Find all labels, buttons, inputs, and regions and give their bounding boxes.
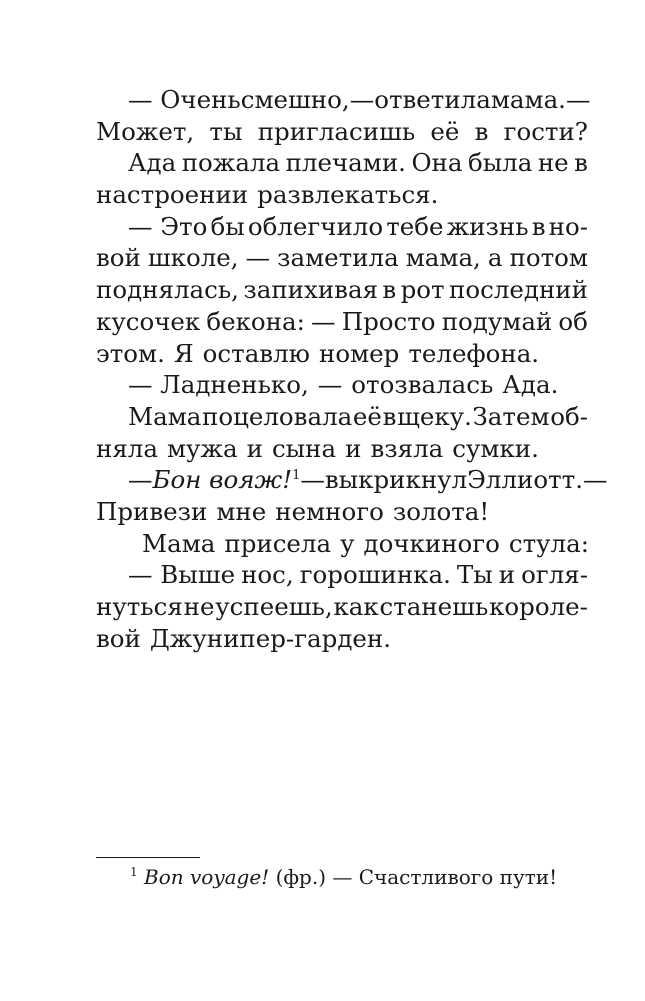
- footnote: [130, 863, 557, 891]
- word: Ада.: [502, 370, 559, 400]
- word: —: [300, 465, 325, 495]
- word: об: [558, 306, 588, 336]
- word: Просто: [341, 306, 436, 336]
- word: няла: [96, 433, 158, 463]
- paragraph: [96, 401, 588, 464]
- word: бы: [210, 211, 245, 241]
- word: пригласишь: [257, 116, 416, 146]
- word: развлекаться.: [257, 180, 439, 210]
- word: Она: [411, 148, 463, 178]
- paragraph: [96, 211, 588, 369]
- text-line: [96, 147, 588, 179]
- word: —: [311, 306, 336, 336]
- word: дочкиного: [363, 528, 500, 558]
- bon-voyage-italic: Бон вояж!: [152, 465, 293, 495]
- word: поцеловала: [202, 401, 353, 431]
- word: и: [498, 560, 516, 590]
- word: и: [246, 433, 263, 463]
- word: — Ладненько,: [128, 370, 309, 400]
- text-line: [96, 464, 608, 496]
- word: отозвалась: [351, 370, 494, 400]
- word: а: [487, 243, 503, 273]
- word: нос,: [241, 560, 294, 590]
- word: об-: [550, 401, 588, 431]
- word: станешь: [379, 592, 489, 621]
- word: сына: [271, 433, 337, 463]
- word: Мама: [128, 401, 202, 431]
- word: горошинка.: [299, 560, 451, 590]
- word: золота!: [392, 496, 490, 526]
- word: школе,: [147, 243, 239, 273]
- text-line: [96, 623, 588, 655]
- word: кусочек: [96, 306, 201, 336]
- paragraph: [96, 528, 588, 560]
- word: мне: [216, 496, 267, 526]
- text-line: [96, 274, 588, 306]
- word: её: [352, 401, 382, 431]
- word: Эллиотт.: [467, 465, 583, 495]
- word: Мама: [142, 528, 216, 558]
- word: Затем: [472, 401, 550, 431]
- word: —: [245, 243, 271, 273]
- paragraph: [96, 84, 591, 147]
- paragraph: [96, 559, 588, 654]
- word: — Очень: [128, 85, 241, 114]
- word: щеку.: [397, 401, 472, 431]
- word: успеешь,: [215, 592, 333, 621]
- word: не: [183, 592, 215, 621]
- word: мама,: [405, 243, 481, 273]
- word: в: [382, 275, 397, 305]
- word: была: [467, 148, 533, 178]
- word: огля-: [521, 560, 588, 590]
- word: гости?: [503, 116, 588, 146]
- word: мама.: [490, 85, 566, 114]
- paragraph: [96, 369, 588, 401]
- word: вой: [96, 623, 141, 653]
- word: заметила: [277, 243, 399, 273]
- word: этом.: [96, 338, 165, 368]
- word: потом: [509, 243, 588, 273]
- text-line: [96, 433, 588, 465]
- footnote-divider: [96, 857, 200, 858]
- paragraph: [96, 147, 588, 210]
- word: присела: [224, 528, 332, 558]
- paragraph: [96, 464, 608, 527]
- word: Может,: [96, 116, 195, 146]
- word: взяла: [370, 433, 444, 463]
- footnote-marker: 1: [292, 468, 301, 484]
- text-line: [96, 84, 591, 116]
- page-body: [96, 84, 608, 654]
- word: Ада: [128, 148, 177, 178]
- word: плечами.: [285, 148, 406, 178]
- word: тебе: [386, 211, 444, 241]
- word: запихивая: [243, 275, 379, 305]
- word: — Выше: [128, 560, 236, 590]
- word: — Это: [128, 211, 208, 241]
- word: смешно,: [240, 85, 350, 114]
- footnote-translation: (фр.) — Счастливого пути!: [269, 865, 558, 889]
- word: бекона:: [206, 306, 305, 336]
- word: ответила: [374, 85, 491, 114]
- word: —: [317, 370, 343, 400]
- footnote-term: Bon voyage!: [144, 865, 270, 889]
- text-line: [96, 242, 588, 274]
- word: выкрикнул: [324, 465, 468, 495]
- word: —: [583, 465, 608, 495]
- word: последний: [449, 275, 588, 305]
- text-line: [96, 211, 588, 243]
- word: как: [333, 592, 379, 621]
- word: подумай: [441, 306, 553, 336]
- word: облегчило: [247, 211, 384, 241]
- text-line: [96, 591, 588, 623]
- word: пожала: [181, 148, 281, 178]
- text-line: [96, 401, 588, 433]
- word: жизнь: [446, 211, 529, 241]
- word: настроении: [96, 180, 249, 210]
- word: Джунипер-гарден.: [149, 623, 392, 653]
- word: номер: [319, 338, 400, 368]
- word: в: [382, 401, 397, 431]
- text-line: [96, 179, 588, 211]
- word: не: [537, 148, 569, 178]
- word: Привези: [96, 496, 208, 526]
- word: —: [349, 85, 375, 114]
- word: сумки.: [452, 433, 539, 463]
- word: её: [430, 116, 460, 146]
- word: ты: [209, 116, 243, 146]
- word: но-: [548, 211, 588, 241]
- word: и: [345, 433, 362, 463]
- text-line: [96, 306, 588, 338]
- text-line: [96, 369, 588, 401]
- word: Я: [173, 338, 194, 368]
- text-line: [96, 559, 588, 591]
- text-line: [96, 528, 588, 560]
- word: немного: [275, 496, 384, 526]
- word: в: [474, 116, 489, 146]
- bon-voyage-phrase: [153, 464, 301, 496]
- word: рот: [400, 275, 445, 305]
- word: мужа: [166, 433, 238, 463]
- footnote-number: 1: [130, 865, 138, 879]
- word: —: [565, 85, 591, 114]
- word: нуться: [96, 592, 183, 621]
- text-line: [96, 116, 588, 148]
- word: вой: [96, 243, 141, 273]
- word: оставлю: [202, 338, 310, 368]
- text-line: [96, 338, 588, 370]
- word: Ты: [456, 560, 493, 590]
- word: поднялась,: [96, 275, 239, 305]
- word: телефона.: [408, 338, 540, 368]
- word: стула:: [508, 528, 589, 558]
- word: в: [574, 148, 588, 178]
- word: —: [128, 465, 153, 495]
- text-line: [96, 496, 588, 528]
- word: в: [531, 211, 546, 241]
- word: короле-: [489, 592, 588, 621]
- word: у: [340, 528, 355, 558]
